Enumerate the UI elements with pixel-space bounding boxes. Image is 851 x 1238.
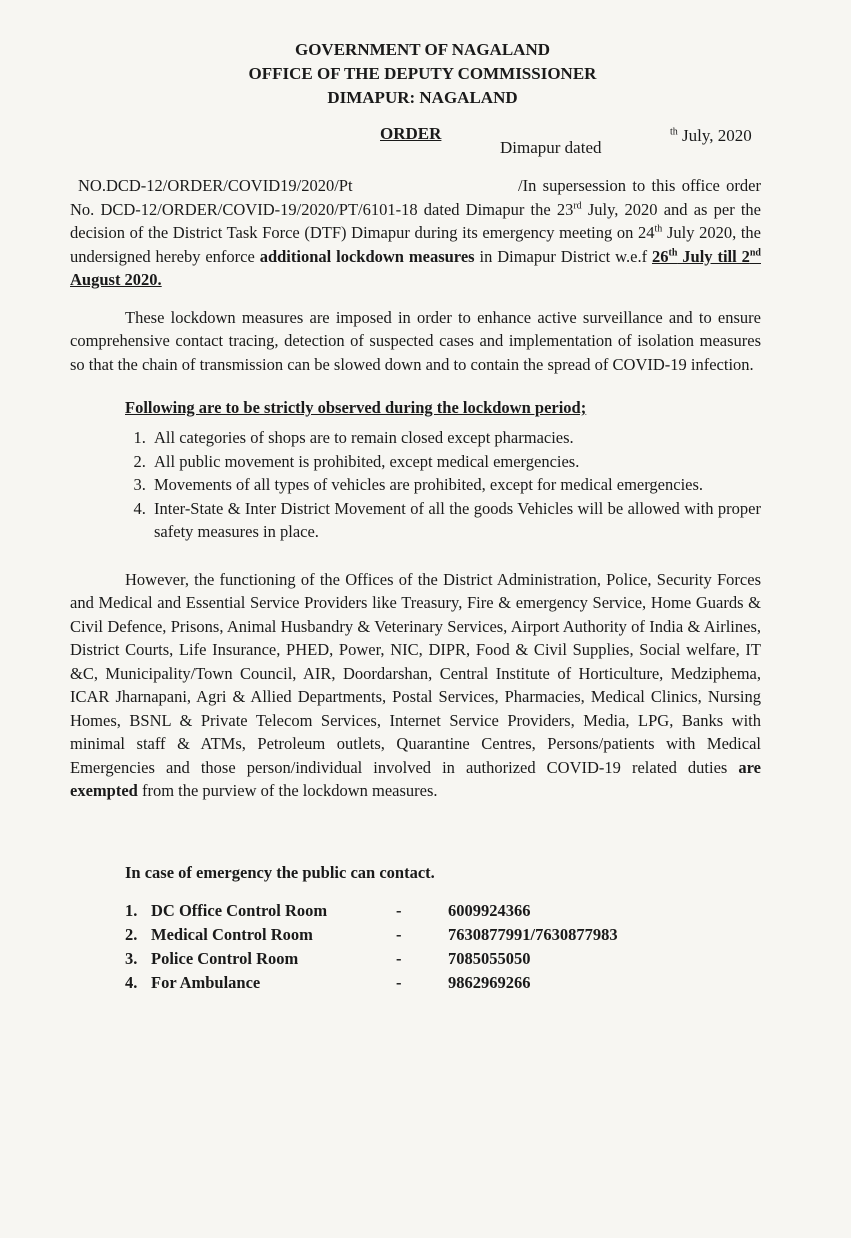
list-item: 2. All public movement is prohibited, except medical emergencies. (150, 450, 761, 474)
contact-name: Police Control Room (151, 948, 299, 968)
order-title-row (70, 124, 761, 168)
letterhead-location: DIMAPUR: NAGALAND (327, 88, 518, 107)
contact-phone: 9862969266 (448, 972, 531, 992)
list-item: 1. All categories of shops are to remain closed except pharmacies. (150, 426, 761, 450)
contact-phone: 6009924366 (448, 900, 531, 920)
exempted-emphasis: are exempted (70, 757, 761, 800)
intro-paragraph: NO.DCD-12/ORDER/COVID19/2020/Pt /In supersession to this office order No. DCD-12/ORDER/COVID-19/2020/PT/6101-18 dated Dimapur the 23rd July, 2020 and as per the decision of the District Task Force (DTF) Dimapur during its emergency meeting on 24th July 2020, the undersigned hereby enforce additional lockdown measures in Dimapur District w.e.f 26th July till 2nd August 2020. (70, 176, 762, 289)
letterhead-office: OFFICE OF THE DEPUTY COMMISSIONER (248, 64, 597, 83)
contact-name: For Ambulance (151, 972, 261, 992)
table-row: 3. Police Control Room - 7085055050 (125, 947, 688, 971)
lockdown-measures-emphasis: additional lockdown measures (259, 246, 475, 266)
table-row: 2. Medical Control Room - 7630877991/7630877983 (125, 923, 688, 947)
contact-name: DC Office Control Room (151, 900, 328, 920)
order-date (670, 126, 752, 146)
contact-phone: 7085055050 (448, 948, 531, 968)
rules-list (70, 426, 761, 544)
order-reference-number: NO.DCD-12/ORDER/COVID19/2020/Pt (78, 176, 353, 195)
rules-heading: Following are to be strictly observed during the lockdown period; (125, 398, 587, 417)
contact-phone: 7630877991/7630877983 (448, 924, 618, 944)
table-row: 1. DC Office Control Room - 6009924366 (125, 899, 688, 923)
purpose-paragraph: These lockdown measures are imposed in order to enhance active surveillance and to ensure comprehensive contact tracing, detection of suspected cases and implementation of isolation measures so that the chain of transmission can be slowed down and to contain the spread of COVID-19 infection. (70, 307, 761, 374)
document-page (0, 38, 851, 1238)
contact-name: Medical Control Room (151, 924, 313, 944)
lockdown-period: 26th July till 2nd August 2020. (70, 246, 761, 289)
list-item: 4. Inter-State & Inter District Movement of all the goods Vehicles will be allowed with proper safety measures in place. (150, 497, 761, 544)
exemption-paragraph: However, the functioning of the Offices of the District Administration, Police, Security Forces and Medical and Essential Service Providers like Treasury, Fire & emergency Service, Home Guards & Civil Defence, Prisons, Animal Husbandry & Veterinary Services, Airport Authority of India & Airlines, District Courts, Life Insurance, PHED, Power, NIC, DIPR, Food & Civil Supplies, Social welfare, IT &C, Municipality/Town Council, AIR, Doordarshan, Central Institute of Horticulture, Medziphema, ICAR Jharnapani, Agri & Allied Departments, Postal Services, Pharmacies, Medical Clinics, Nursing Homes, BSNL & Private Telecom Services, Internet Service Providers, Media, LPG, Banks with minimal staff & ATMs, Petroleum outlets, Quarantine Centres, Persons/patients with Medical Emergencies and those person/individual involved in authorized COVID-19 related duties are exempted from the purview of the lockdown measures. (70, 569, 761, 800)
contacts-heading: In case of emergency the public can contact. (125, 862, 435, 882)
dated-label: Dimapur dated (500, 138, 602, 157)
order-date-text: July, 2020 (677, 126, 752, 145)
letterhead (84, 38, 761, 110)
table-row: 4. For Ambulance - 9862969266 (125, 971, 688, 995)
order-date-sup: th (670, 126, 678, 138)
contacts-table (125, 899, 688, 995)
order-title: ORDER (380, 124, 442, 143)
letterhead-government: GOVERNMENT OF NAGALAND (294, 40, 550, 59)
list-item: 3. Movements of all types of vehicles are prohibited, except for medical emergencies. (150, 473, 761, 497)
